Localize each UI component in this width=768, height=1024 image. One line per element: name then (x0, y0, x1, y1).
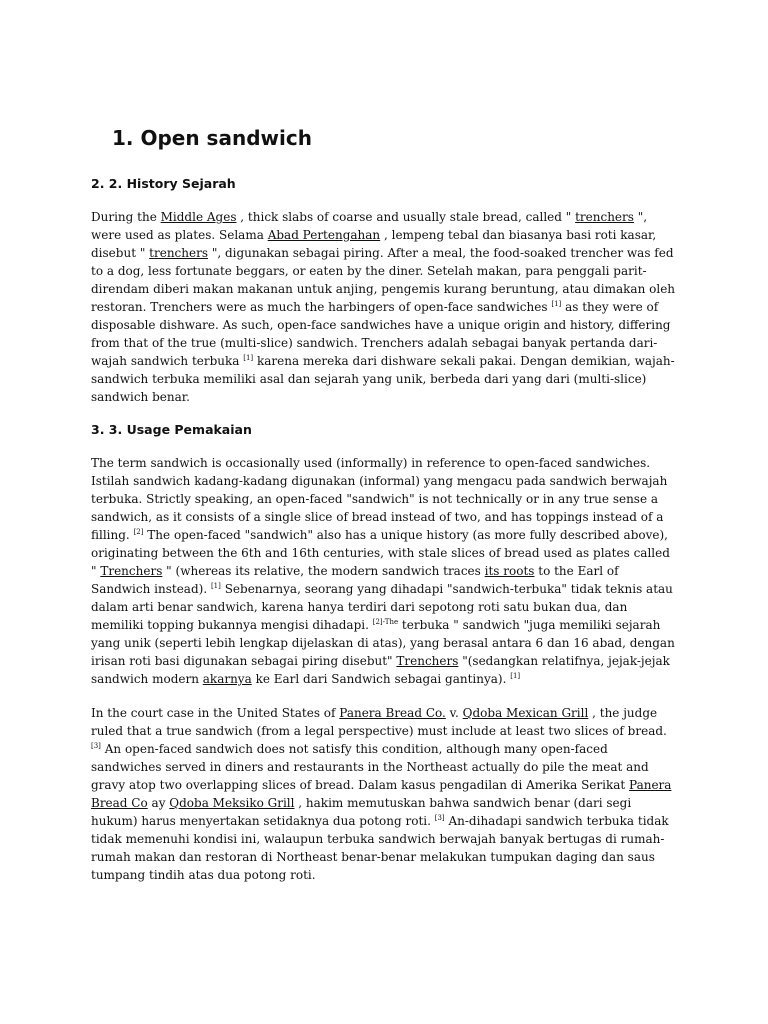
paragraph-history-1 (91, 208, 676, 406)
text-run: as they were of disposable dishware. As such, open-face sandwiches have a unique origin and history, differing from that of the true (multi-slice) sandwich. Trenchers adalah sebagai banyak pertanda dari-wajah sandwich terbuka (91, 300, 671, 368)
citation-ref[interactable]: [1] (551, 300, 562, 308)
text-run: , the judge ruled that a true sandwich (from a legal perspective) must include at least two slices of bread. (91, 706, 667, 738)
text-run: karena mereka dari dishware sekali pakai. Dengan demikian, wajah-sandwich terbuka memiliki asal dan sejarah yang unik, berbeda dari yang dari (multi-slice) sandwich benar. (91, 354, 675, 404)
text-run: An-dihadapi sandwich terbuka tidak tidak memenuhi kondisi ini, walaupun terbuka sandwich berwajah banyak bertugas di rumah-rumah makan dan restoran di Northeast benar-benar melakukan tumpukan daging dan saus tumpang tindih atas dua potong roti. (91, 814, 669, 882)
citation-ref[interactable]: [2] (133, 528, 144, 536)
page-title: 1. Open sandwich (112, 126, 312, 150)
text-run: v. (445, 706, 463, 720)
text-run: , lempeng tebal dan biasanya basi roti kasar, disebut " (91, 228, 657, 260)
inline-link[interactable]: Panera Bread Co (91, 778, 672, 810)
text-run: , hakim memutuskan bahwa sandwich benar (dari segi hukum) harus menyertakan setidaknya dua potong roti. (91, 796, 632, 828)
text-run: to the Earl of Sandwich instead). (91, 564, 619, 596)
text-run: Sebenarnya, seorang yang dihadapi "sandwich-terbuka" tidak teknis atau dalam arti benar sandwich, karena hanya terdiri dari sepotong roti satu bukan dua, dan memiliki topping bukannya mengisi dihadapi. (91, 582, 673, 632)
citation-ref[interactable]: [1] (243, 354, 254, 362)
citation-ref[interactable]: [2]-The (372, 618, 399, 626)
inline-link[interactable]: trenchers (149, 246, 209, 260)
text-run: ke Earl dari Sandwich sebagai gantinya). (251, 672, 511, 686)
inline-link[interactable]: Trenchers (100, 564, 163, 578)
text-run: ay (147, 796, 170, 810)
text-run: The open-faced "sandwich" also has a unique history (as more fully described above), originating between the 6th and 16th centuries, with stale slices of bread used as plates called " (91, 528, 670, 578)
text-run: " (whereas its relative, the modern sandwich traces (162, 564, 485, 578)
section-history (91, 176, 676, 406)
section-heading-history: 2. 2. History Sejarah (91, 176, 236, 191)
inline-link[interactable]: Abad Pertengahan (267, 228, 381, 242)
text-run: "(sedangkan relatifnya, jejak-jejak sandwich modern (91, 654, 670, 686)
text-run: terbuka " sandwich "juga memiliki sejarah yang unik (seperti lebih lengkap dijelaskan di atas), yang berasal antara 6 dan 16 abad, dengan irisan roti basi digunakan sebagai piring disebut" (91, 618, 675, 668)
inline-link[interactable]: Middle Ages (160, 210, 237, 224)
inline-link[interactable]: its roots (484, 564, 535, 578)
section-heading-usage: 3. 3. Usage Pemakaian (91, 422, 252, 437)
section-usage (91, 422, 676, 884)
inline-link[interactable]: Trenchers (396, 654, 459, 668)
inline-link[interactable]: trenchers (575, 210, 634, 224)
paragraph-usage-1 (91, 454, 676, 688)
text-run: The term sandwich is occasionally used (informally) in reference to open-faced sandwiches. Istilah sandwich kadang-kadang digunakan (informal) yang mengacu pada sandwich berwajah terbuka. Strictly speaking, an open-faced "sandwich" is not technically or in any true sense a sandwich, as it consists of a single slice of bread instead of two, and has toppings instead of a filling. (91, 456, 668, 542)
citation-ref[interactable]: [3] (91, 742, 101, 750)
text-run: ", digunakan sebagai piring. After a meal, the food-soaked trencher was fed to a dog, less fortunate beggars, or eaten by the diner. Setelah makan, para penggali parit-direndam diberi makan makanan untuk anjing, pengemis kurang beruntung, atau dimakan oleh restoran. Trenchers were as much the harbingers of open-face sandwiches (91, 246, 676, 314)
paragraph-usage-2 (91, 704, 676, 884)
inline-link[interactable]: Qdoba Meksiko Grill (169, 796, 295, 810)
text-run: An open-faced sandwich does not satisfy this condition, although many open-faced sandwiches served in diners and restaurants in the Northeast actually do pile the meat and gravy atop two overlapping slices of bread. Dalam kasus pengadilan di Amerika Serikat (91, 742, 649, 792)
citation-ref[interactable]: [3] (434, 814, 445, 822)
text-run: ", were used as plates. Selama (91, 210, 648, 242)
inline-link[interactable]: akarnya (202, 672, 252, 686)
text-run: During the (91, 210, 161, 224)
text-run: In the court case in the United States of (91, 706, 340, 720)
inline-link[interactable]: Panera Bread Co. (339, 706, 446, 720)
inline-link[interactable]: Qdoba Mexican Grill (462, 706, 589, 720)
citation-ref[interactable]: [1] (210, 582, 221, 590)
citation-ref[interactable]: [1] (510, 672, 521, 680)
text-run: , thick slabs of coarse and usually stale bread, called " (236, 210, 576, 224)
